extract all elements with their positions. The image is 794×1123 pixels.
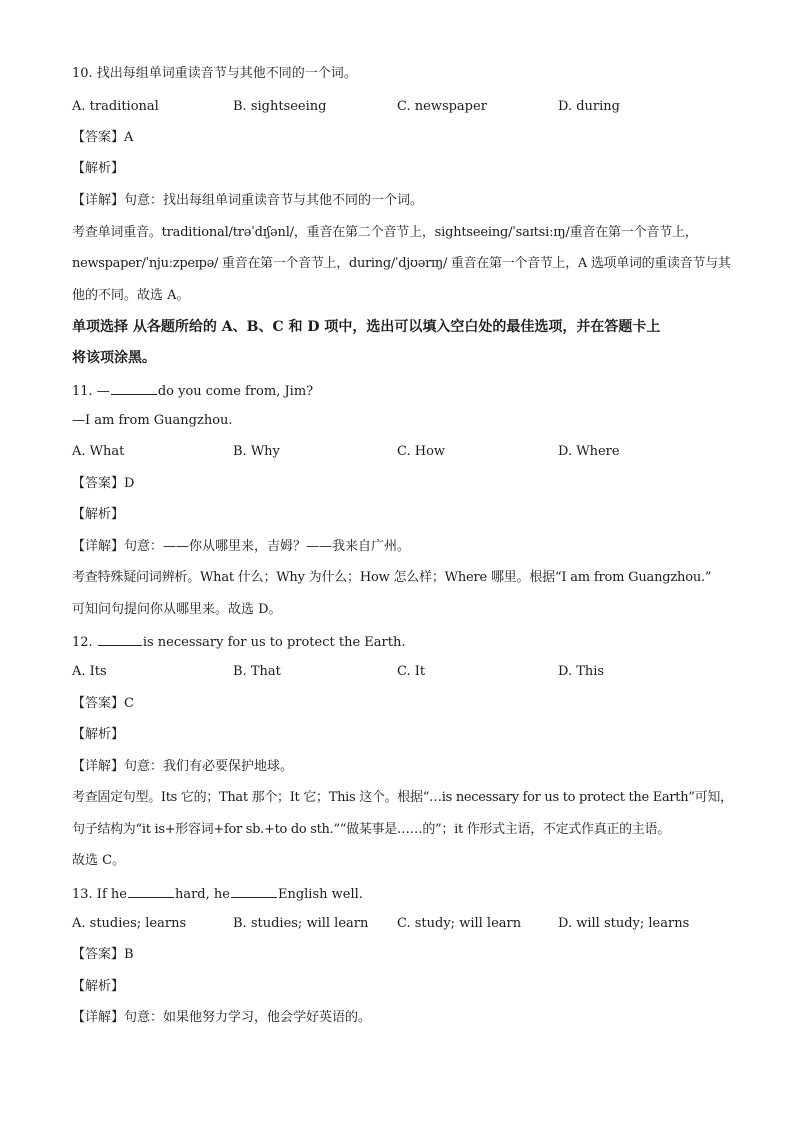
- q10-option-b: B. sightseeing: [233, 99, 327, 114]
- q12-option-d: D. This: [558, 664, 605, 679]
- q12-blank: [98, 631, 142, 646]
- q12-option-a: A. Its: [72, 664, 107, 679]
- q12-option-b: B. That: [233, 664, 281, 679]
- q12-option-c: C. It: [397, 664, 426, 679]
- q13-analysis-heading: 【解析】: [72, 979, 125, 994]
- q11-stem: [72, 380, 313, 402]
- q11-option-c: C. How: [397, 444, 446, 459]
- q10-explain-line2: newspaper/ˈnjuːzpeɪpə/ 重音在第一个音节上，during/ˈdjʊərɪŋ/ 重音在第一个音节上，A 选项单词的重读音节与其: [72, 256, 731, 271]
- q12-detail: 【详解】句意：我们有必要保护地球。: [72, 759, 294, 774]
- q13-option-d: D. will study; learns: [558, 916, 690, 931]
- q13-stem-suffix: English well.: [277, 887, 363, 902]
- q12-analysis-heading: 【解析】: [72, 727, 125, 742]
- q13-option-b: B. studies; will learn: [233, 916, 369, 931]
- section-instruction-line2: 将该项涂黑。: [72, 350, 156, 366]
- q10-option-d: D. during: [558, 99, 620, 114]
- q12-stem: [72, 631, 405, 653]
- q10-answer: 【答案】A: [72, 130, 134, 145]
- q13-blank-2: [231, 883, 277, 898]
- q12-stem-suffix: is necessary for us to protect the Earth.: [142, 635, 406, 650]
- q11-stem-suffix: do you come from, Jim?: [157, 384, 314, 399]
- q13-stem-prefix: 13. If he: [72, 887, 127, 902]
- q11-stem-prefix: 11. —: [72, 384, 110, 399]
- q10-explain-line3: 他的不同。故选 A。: [72, 288, 190, 303]
- q11-answer: 【答案】D: [72, 476, 135, 491]
- q11-option-d: D. Where: [558, 444, 620, 459]
- q10-option-a: A. traditional: [72, 99, 159, 114]
- q10-option-c: C. newspaper: [397, 99, 487, 114]
- q12-explain-line1: 考查固定句型。Its 它的；That 那个；It 它；This 这个。根据“…is necessary for us to protect the Earth”可知，: [72, 790, 733, 805]
- q13-option-c: C. study; will learn: [397, 916, 522, 931]
- q11-reply: —I am from Guangzhou.: [72, 413, 233, 428]
- q13-option-a: A. studies; learns: [72, 916, 187, 931]
- section-instruction-line1: 单项选择 从各题所给的 A、B、C 和 D 项中，选出可以填入空白处的最佳选项，并在答题卡上: [72, 319, 661, 335]
- q12-stem-prefix: 12.: [72, 635, 97, 650]
- q12-explain-line3: 故选 C。: [72, 853, 126, 868]
- q13-stem-mid: hard, he: [174, 887, 230, 902]
- q11-blank: [111, 380, 157, 395]
- q10-explain-line1: 考查单词重音。traditional/trəˈdɪʃənl/，重音在第二个音节上，sightseeing/ˈsaɪtsiːɪŋ/重音在第一个音节上，: [72, 225, 698, 240]
- q10-detail: 【详解】句意：找出每组单词重读音节与其他不同的一个词。: [72, 193, 424, 208]
- q11-explain-line1: 考查特殊疑问词辨析。What 什么；Why 为什么；How 怎么样；Where 哪里。根据“I am from Guangzhou.”: [72, 570, 712, 585]
- q11-detail: 【详解】句意：——你从哪里来，吉姆？——我来自广州。: [72, 539, 411, 554]
- q13-detail: 【详解】句意：如果他努力学习，他会学好英语的。: [72, 1010, 372, 1025]
- q11-option-b: B. Why: [233, 444, 280, 459]
- q13-blank-1: [128, 883, 174, 898]
- q13-stem: [72, 883, 363, 905]
- q10-stem: 10. 找出每组单词重读音节与其他不同的一个词。: [72, 66, 357, 81]
- q11-explain-line2: 可知问句提问你从哪里来。故选 D。: [72, 602, 282, 617]
- q12-answer: 【答案】C: [72, 696, 134, 711]
- q10-analysis-heading: 【解析】: [72, 161, 125, 176]
- q11-option-a: A. What: [72, 444, 125, 459]
- q11-analysis-heading: 【解析】: [72, 507, 125, 522]
- q12-explain-line2: 句子结构为“it is+形容词+for sb.+to do sth.”“做某事是……的”；it 作形式主语，不定式作真正的主语。: [72, 822, 670, 837]
- q13-answer: 【答案】B: [72, 947, 134, 962]
